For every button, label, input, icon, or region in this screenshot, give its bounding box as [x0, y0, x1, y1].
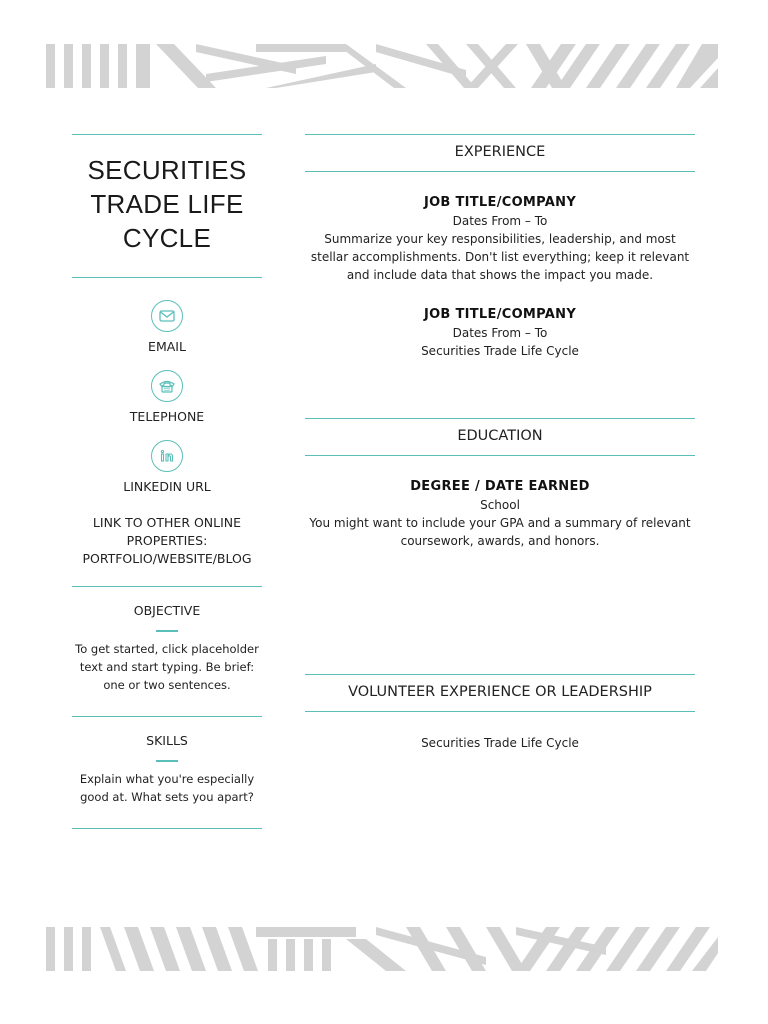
education-description[interactable]: You might want to include your GPA and a summary of relevant coursework, awards, and honors.	[309, 516, 691, 548]
education-heading: EDUCATION	[305, 418, 695, 456]
contact-telephone	[72, 370, 262, 426]
skills-text[interactable]: Explain what you're especially good at. What sets you apart?	[79, 772, 255, 804]
volunteer-text[interactable]: Securities Trade Life Cycle	[421, 736, 579, 750]
job-description[interactable]: Securities Trade Life Cycle	[421, 344, 579, 358]
email-field[interactable]: EMAIL	[148, 339, 186, 354]
linkedin-field[interactable]: LINKEDIN URL	[123, 479, 211, 494]
education-section	[305, 418, 695, 550]
right-column	[305, 134, 695, 750]
bottom-decorative-band	[46, 927, 718, 971]
job-title[interactable]: JOB TITLE/COMPANY	[423, 195, 577, 210]
school-name[interactable]: School	[480, 498, 520, 512]
linkedin-icon	[151, 440, 183, 472]
contact-linkedin	[72, 440, 262, 496]
accent-bar	[156, 630, 178, 632]
skills-title: SKILLS	[146, 733, 188, 748]
volunteer-section	[305, 674, 695, 752]
job-description[interactable]: Summarize your key responsibilities, leadership, and most stellar accomplishments. Don't list everything; keep it relevant and include data that shows the impact you made.	[310, 232, 690, 282]
telephone-icon	[151, 370, 183, 402]
accent-bar	[156, 760, 178, 762]
objective-text[interactable]: To get started, click placeholder text and start typing. Be brief: one or two sentences.	[75, 642, 259, 692]
left-column	[72, 134, 262, 829]
degree-title[interactable]: DEGREE / DATE EARNED	[410, 479, 590, 494]
top-decorative-band	[46, 44, 718, 88]
contact-section	[72, 278, 262, 568]
objective-title: OBJECTIVE	[133, 603, 201, 618]
contact-email	[72, 300, 262, 356]
experience-section	[305, 134, 695, 360]
envelope-icon	[151, 300, 183, 332]
job-dates[interactable]: Dates From – To	[452, 326, 548, 340]
volunteer-heading: VOLUNTEER EXPERIENCE OR LEADERSHIP	[305, 674, 695, 712]
experience-heading: EXPERIENCE	[305, 134, 695, 172]
job-title[interactable]: JOB TITLE/COMPANY	[423, 307, 577, 322]
divider	[72, 586, 262, 587]
telephone-field[interactable]: TELEPHONE	[129, 409, 205, 424]
divider	[72, 716, 262, 717]
resume-name[interactable]: SECURITIES TRADE LIFE CYCLE	[87, 155, 247, 253]
online-properties-field[interactable]: LINK TO OTHER ONLINE PROPERTIES: PORTFOLIO/WEBSITE/BLOG	[82, 515, 252, 566]
job-dates[interactable]: Dates From – To	[452, 214, 548, 228]
divider	[72, 828, 262, 829]
